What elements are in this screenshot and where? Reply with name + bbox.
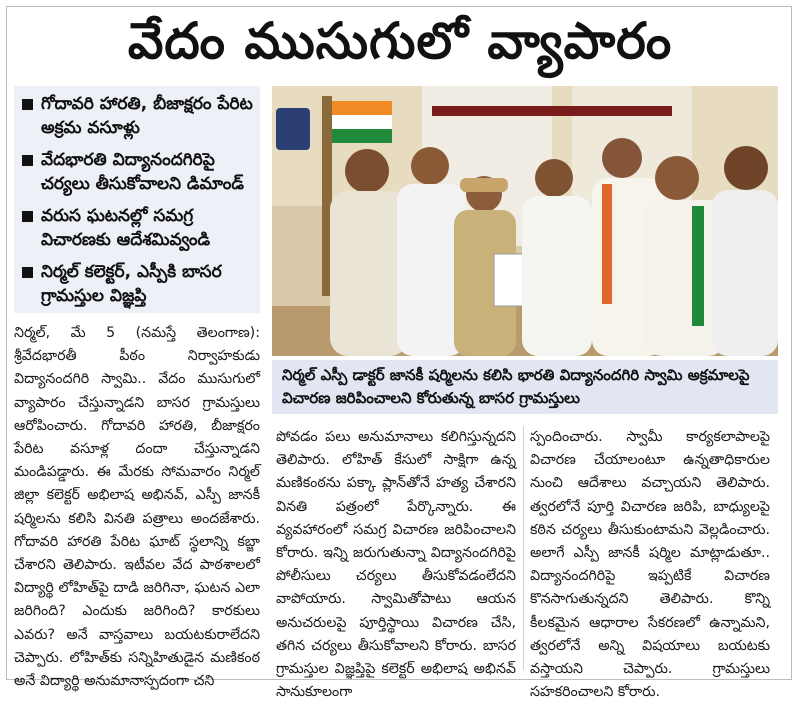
news-photo — [272, 86, 778, 356]
column-divider — [523, 426, 524, 670]
square-bullet-icon — [22, 211, 33, 222]
body-text: స్పందించారు. స్వామీ కార్యకలాపాలపై విచారణ చేయాలంటూ ఉన్నతాధికారుల నుంచి ఆదేశాలు వచ్చాయని తెలిపారు. త్వరలోనే పూర్తి విచారణ జరిపి, బాధ్యులపై కఠిన చర్యలు తీసుకుంటామని వెల్లడించారు. అలాగే ఎస్పీ జానకీ షర్మిల మాట్లాడుతూ.. విద్యానందగిరిపై ఇప్పటికే విచారణ కొనసాగుతున్నదని తెలిపారు. కొన్ని కీలకమైన ఆధారాల సేకరణలో ఉన్నామని, త్వరలోనే అన్ని విషయాలు బయటకు వస్తాయని చెప్పారు. గ్రామస్తులు సహకరించాలని కోరారు. — [530, 429, 770, 701]
highlight-item — [20, 260, 254, 308]
highlight-item — [20, 148, 254, 196]
highlight-text: గోదావరి హారతి, బీజాక్షరం పేరిట అక్రమ వసూళ్లు — [41, 94, 253, 138]
photo-illustration — [272, 86, 778, 356]
body-text: పోవడం పలు అనుమానాలు కలిగిస్తున్నదని తెలిపారు. లోహిత్ కేసులో సాక్షిగా ఉన్న మణికంఠను పక్కా ప్లాన్‌తోనే హత్య చేశారని వినతి పత్రంలో పేర్కొన్నారు. ఈ వ్యవహారంలో సమగ్ర విచారణ జరిపించాలని కోరారు. ఇన్ని జరుగుతున్నా విద్యానందగిరిపై పోలీసులు చర్యలు తీసుకోవడంలేదని వాపోయారు. స్వామితోపాటు ఆయన అనుచరులపై పూర్తిస్థాయి విచారణ చేసి, తగిన చర్యలు తీసుకోవాలని కోరారు. బాసర గ్రామస్తుల విజ్ఞప్తిపై కలెక్టర్ అభిలాష అభినవ్ సానుకూలంగా — [276, 429, 516, 701]
article-column-1 — [14, 322, 260, 690]
square-bullet-icon — [22, 99, 33, 110]
highlight-item — [20, 204, 254, 252]
highlight-text: వరుస ఘటనల్లో సమగ్ర విచారణకు ఆదేశమివ్వండి — [41, 206, 211, 250]
headline: వేదం ముసుగులో వ్యాపారం — [127, 12, 673, 70]
square-bullet-icon — [22, 155, 33, 166]
highlight-text: నిర్మల్ కలెక్టర్, ఎస్పీకి బాసర గ్రామస్తుల విజ్ఞప్తి — [41, 262, 222, 306]
article-column-3 — [530, 426, 770, 701]
highlights-box — [14, 86, 260, 313]
photo-caption: నిర్మల్ ఎస్పీ డాక్టర్ జానకీ షర్మిలను కలిసి భారతి విద్యానందగిరి స్వామి అక్రమాలపై విచారణ జరిపించాలని కోరుతున్న బాసర గ్రామస్తులు — [272, 360, 778, 414]
square-bullet-icon — [22, 267, 33, 278]
dateline: నిర్మల్, మే 5 (నమస్తే తెలంగాణ): — [14, 325, 260, 341]
highlight-text: వేదభారతి విద్యానందగిరిపై చర్యలు తీసుకోవాలని డిమాండ్ — [41, 150, 244, 194]
highlight-item — [20, 92, 254, 140]
article-column-2 — [276, 426, 516, 701]
body-text: శ్రీవేదభారతీ పీఠం నిర్వాహకుడు విద్యానందగిరి స్వామి.. వేదం ముసుగులో వ్యాపారం చేస్తున్నాడని బాసర గ్రామస్తులు ఆరోపించారు. గోదావరి హారతి, బీజాక్షరం పేరిట వసూళ్ల దందా చేస్తున్నాడని మండిపడ్డారు. ఈ మేరకు సోమవారం నిర్మల్ జిల్లా కలెక్టర్ అభిలాష అభినవ్, ఎస్పీ జానకీ షర్మిలను కలిసి వినతి పత్రాలు అందజేశారు. గోదావరి హారతి పేరిట ఘాట్ స్థలాన్ని కబ్జా చేశారని తెలిపారు. ఇటీవల వేద పాఠశాలలో విద్యార్థి లోహిత్‌పై దాడి జరిగినా, ఘటన ఎలా జరిగింది? ఎందుకు జరిగింది? కారకులు ఎవరు? అనే వాస్తవాలు బయటకురాలేదని చెప్పారు. లోహిత్‌కు సన్నిహితుడైన మణికంఠ అనే విద్యార్థి అనుమానాస్పదంగా చని — [14, 348, 260, 690]
